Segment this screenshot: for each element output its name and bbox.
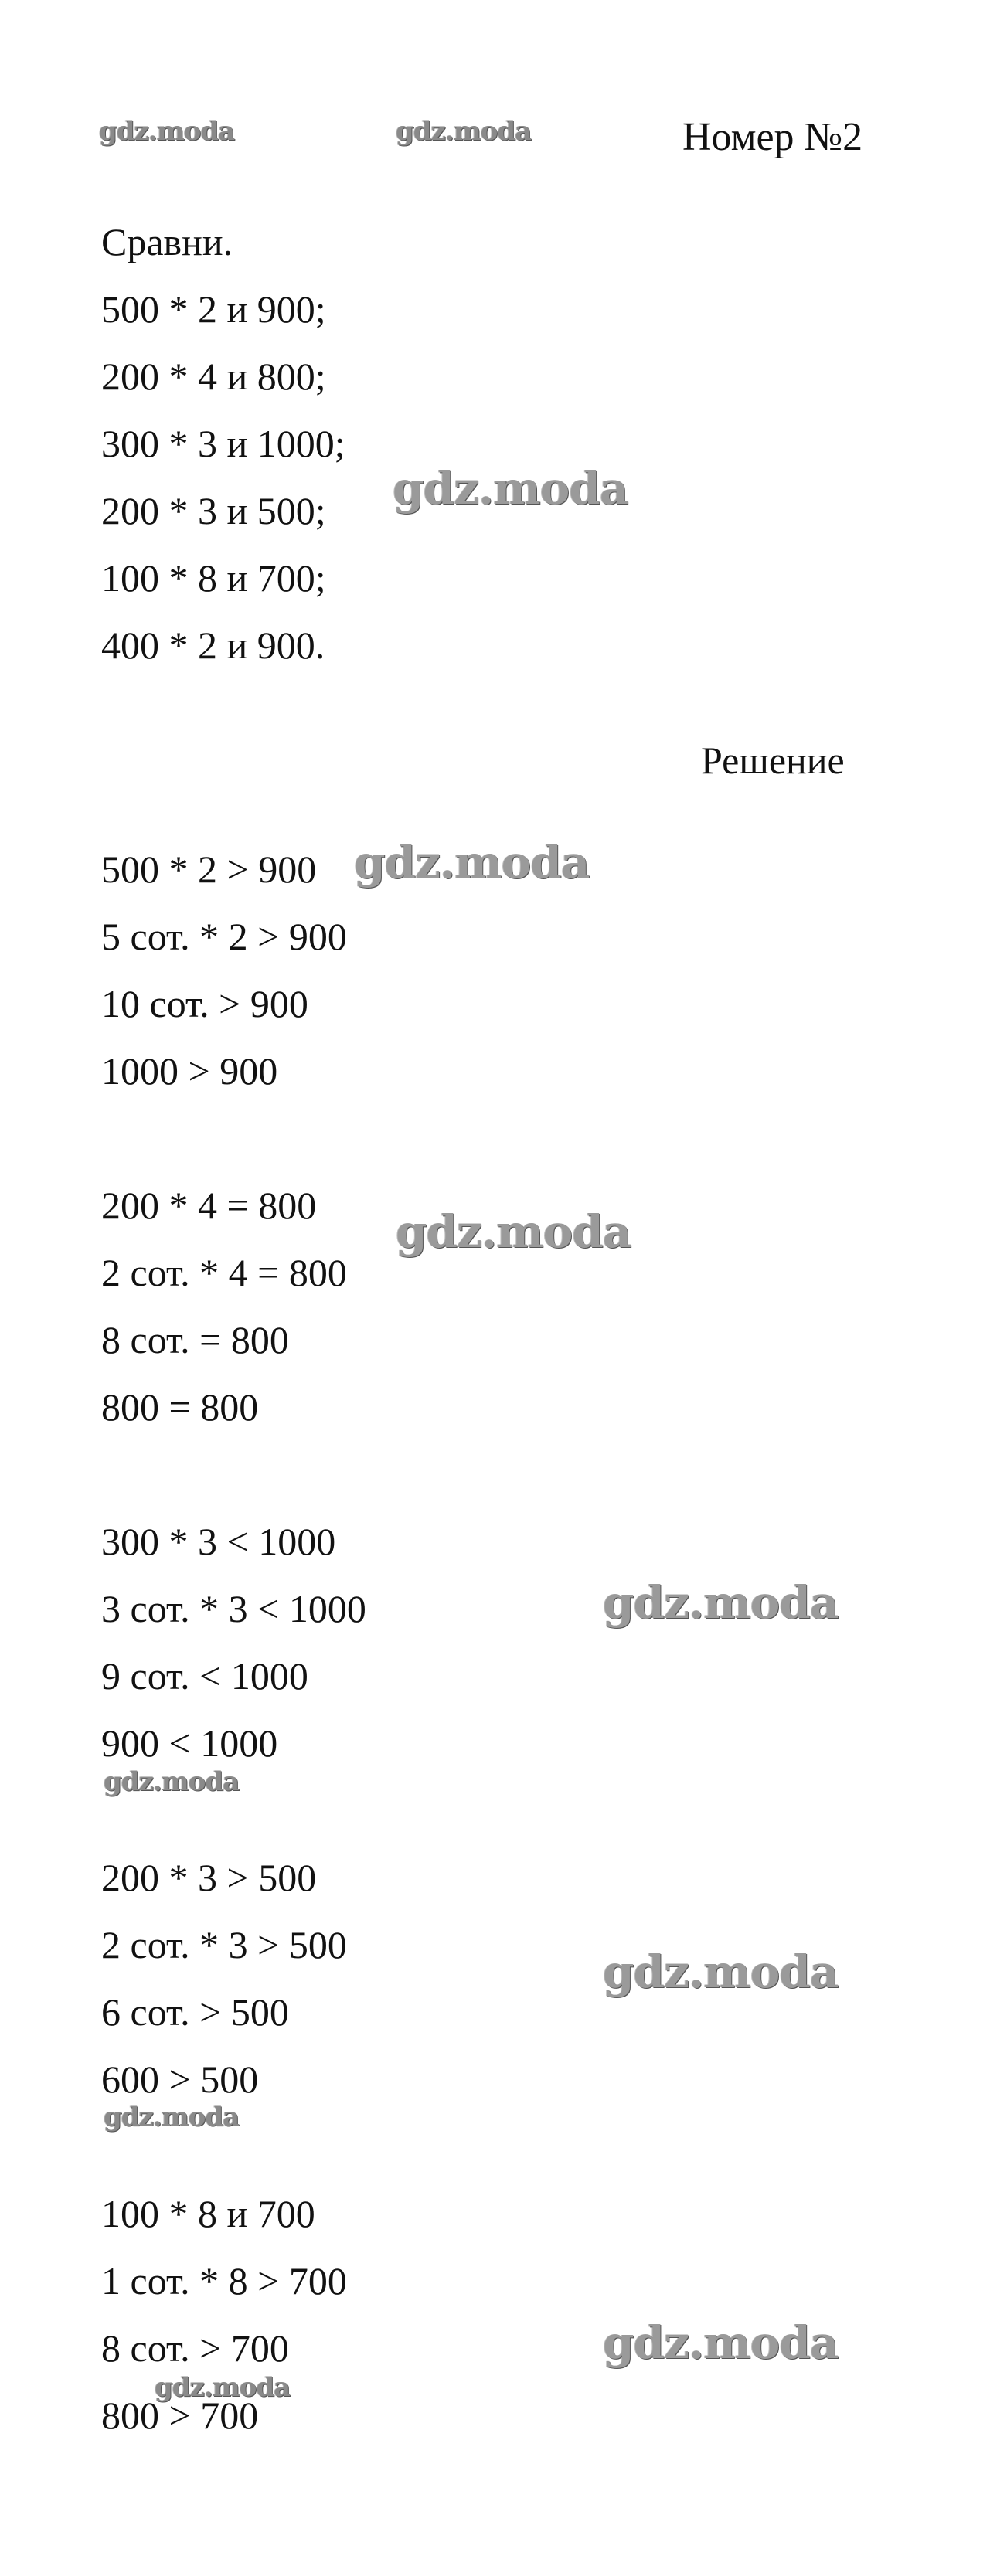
- solution-line: 200 * 3 > 500: [101, 1856, 317, 1899]
- watermark-logo: gdz.moda: [603, 2316, 839, 2369]
- solution-line: 600 > 500: [101, 2058, 259, 2101]
- task-item: 100 * 8 и 700;: [101, 556, 326, 600]
- watermark-logo: gdz.moda: [603, 1576, 839, 1629]
- task-item: 200 * 4 и 800;: [101, 355, 326, 398]
- solution-line: 8 сот. > 700: [101, 2326, 289, 2370]
- solution-line: 2 сот. * 3 > 500: [101, 1923, 347, 1966]
- solution-line: 3 сот. * 3 < 1000: [101, 1587, 366, 1630]
- watermark-logo: gdz.moda: [603, 1946, 839, 1998]
- solution-line: 6 сот. > 500: [101, 1990, 289, 2034]
- exercise-number: Номер №2: [682, 115, 863, 159]
- watermark-logo: gdz.moda: [104, 1766, 240, 1797]
- task-title: Сравни.: [101, 220, 233, 263]
- solution-line: 300 * 3 < 1000: [101, 1520, 336, 1563]
- watermark-logo: gdz.moda: [354, 836, 590, 889]
- solution-line: 1 сот. * 8 > 700: [101, 2259, 347, 2302]
- watermark-logo: gdz.moda: [155, 2372, 291, 2403]
- watermark-logo: gdz.moda: [396, 116, 532, 147]
- task-item: 500 * 2 и 900;: [101, 287, 326, 331]
- solution-line: 10 сот. > 900: [101, 982, 308, 1025]
- solution-line: 2 сот. * 4 = 800: [101, 1251, 347, 1294]
- task-item: 300 * 3 и 1000;: [101, 422, 345, 465]
- solution-line: 5 сот. * 2 > 900: [101, 915, 347, 958]
- task-item: 400 * 2 и 900.: [101, 624, 325, 667]
- watermark-logo: gdz.moda: [396, 1205, 631, 1258]
- solution-line: 100 * 8 и 700: [101, 2192, 315, 2235]
- solution-title: Решение: [701, 739, 845, 782]
- solution-line: 9 сот. < 1000: [101, 1654, 308, 1698]
- solution-line: 200 * 4 = 800: [101, 1184, 317, 1227]
- watermark-logo: gdz.moda: [104, 2102, 240, 2133]
- task-item: 200 * 3 и 500;: [101, 489, 326, 532]
- watermark-logo: gdz.moda: [393, 462, 628, 515]
- solution-line: 800 > 700: [101, 2394, 259, 2437]
- solution-line: 900 < 1000: [101, 1721, 278, 1765]
- solution-line: 1000 > 900: [101, 1049, 278, 1093]
- solution-line: 8 сот. = 800: [101, 1318, 289, 1361]
- watermark-logo: gdz.moda: [99, 116, 235, 147]
- solution-line: 500 * 2 > 900: [101, 848, 317, 891]
- solution-line: 800 = 800: [101, 1385, 259, 1429]
